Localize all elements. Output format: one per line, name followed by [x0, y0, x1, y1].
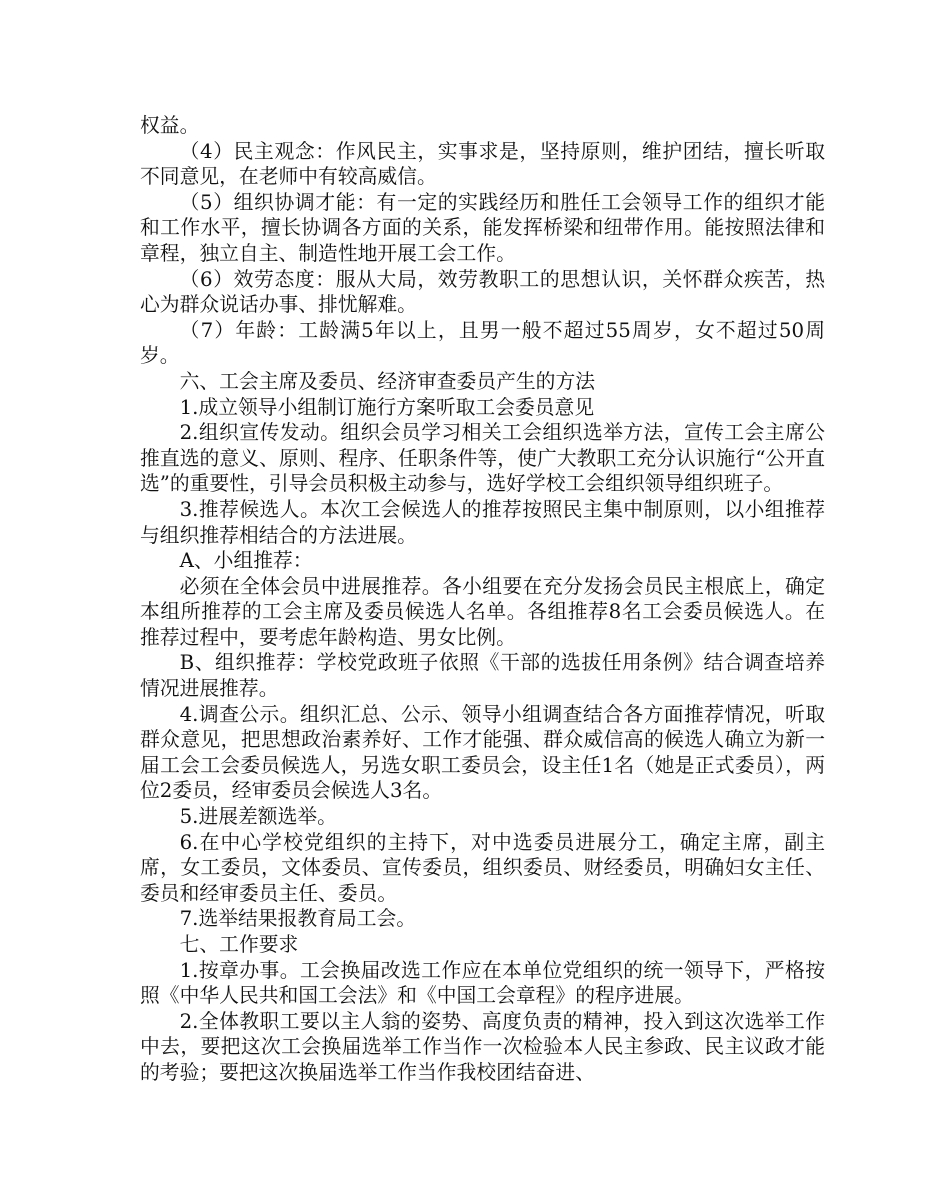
paragraph-item-7: 7.选举结果报教育局工会。: [179, 907, 417, 931]
paragraph-coordination-ability: （5）组织协调才能：有一定的实践经历和胜任工会领导工作的组织才能和工作水平，擅长协调各方面的关系，能发挥桥梁和纽带作用。能按照法律和章程，独立自主、制造性地开展工会工作。: [140, 190, 825, 265]
paragraph-item-4: 4.调查公示。组织汇总、公示、领导小组调查结合各方面推荐情况，听取群众意见，把思想政治素养好、工作才能强、群众威信高的候选人确立为新一届工会工会委员候选人，另选女职工委员会，设主任1名（她是正式委员），两位2委员，经审委员会候选人3名。: [140, 702, 825, 803]
paragraph-requirement-2: 2.全体教职工要以主人翁的姿势、高度负责的精神，投入到这次选举工作中去，要把这次工会换届选举工作当作一次检验本人民主参政、民主议政才能的考验；要把这次换届选举工作当作我校团结奋进、: [140, 1009, 825, 1084]
section-heading-7: 七、工作要求: [179, 933, 299, 956]
paragraph-item-1: 1.成立领导小组制订施行方案听取工会委员意见: [179, 395, 595, 419]
section-heading-6: 六、工会主席及委员、经济审查委员产生的方法: [179, 369, 596, 393]
paragraph-democratic-concept: （4）民主观念：作风民主，实事求是，坚持原则，维护团结，擅长听取不同意见，在老师中有较高威信。: [140, 139, 825, 189]
paragraph-subitem-a-heading: A、小组推荐：: [179, 549, 313, 573]
document-page: [140, 113, 825, 1086]
paragraph-subitem-a-body: 必须在全体会员中进展推荐。各小组要在充分发扬会员民主根底上，确定本组所推荐的工会主席及委员候选人名单。各组推荐8名工会委员候选人。在推荐过程中，要考虑年龄构造、男女比例。: [140, 574, 825, 649]
paragraph-continuation: 权益。: [140, 114, 200, 137]
paragraph-age: （7）年龄：工龄满5年以上，且男一般不超过55周岁，女不超过50周岁。: [140, 318, 825, 368]
paragraph-item-5: 5.进展差额选举。: [179, 805, 337, 829]
paragraph-service-attitude: （6）效劳态度：服从大局，效劳教职工的思想认识，关怀群众疾苦，热心为群众说话办事、排忧解难。: [140, 267, 825, 317]
paragraph-subitem-b: B、组织推荐：学校党政班子依照《干部的选拔任用条例》结合调查培养情况进展推荐。: [140, 651, 825, 701]
paragraph-requirement-1: 1.按章办事。工会换届改选工作应在本单位党组织的统一领导下，严格按照《中华人民共和国工会法》和《中国工会章程》的程序进展。: [140, 958, 825, 1008]
paragraph-item-6: 6.在中心学校党组织的主持下，对中选委员进展分工，确定主席，副主席，女工委员，文体委员、宣传委员，组织委员、财经委员，明确妇女主任、委员和经审委员主任、委员。: [140, 830, 825, 905]
paragraph-item-2: 2.组织宣传发动。组织会员学习相关工会组织选举方法，宣传工会主席公推直选的意义、原则、程序、任职条件等，使广大教职工充分认识施行“公开直选”的重要性，引导会员积极主动参与，选好学校工会组织领导组织班子。: [140, 421, 825, 496]
paragraph-item-3: 3.推荐候选人。本次工会候选人的推荐按照民主集中制原则，以小组推荐与组织推荐相结合的方法进展。: [140, 497, 825, 547]
